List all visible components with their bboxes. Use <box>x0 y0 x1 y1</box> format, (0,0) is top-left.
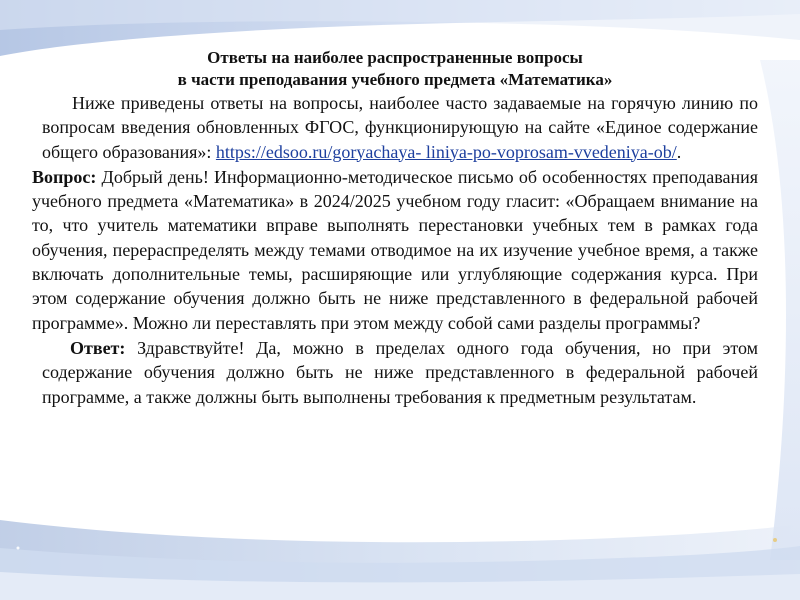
document-body <box>32 47 758 409</box>
answer-label: Ответ: <box>70 337 126 358</box>
intro-text: Ниже приведены ответы на вопросы, наиболее часто задаваемые на горячую линию по вопросам введения обновленных ФГОС, функционирующую на сайте «Единое содержание общего образования»: <box>42 93 758 162</box>
answer-text: Здравствуйте! Да, можно в пределах одного года обучения, но при этом содержание обучения должно быть не ниже представленного в федеральной рабочей программе, а также должны быть выполнены требования к предметным результатам. <box>42 337 758 407</box>
edsoo-link[interactable]: https://edsoo.ru/goryachaya- liniya-po-voprosam-vvedeniya-ob/ <box>215 141 677 162</box>
question-text: Добрый день! Информационно-методическое письмо об особенностях преподавания учебного предмета «Математика» в 2024/2025 учебном году гласит: «Обращаем внимание на то, что учитель математики вправе выполнять перестановки учебных тем в рамках года обучения, перераспределять между темами отводимое на их изучение учебное время, а также включать дополнительные темы, расширяющие или углубляющие содержания курса. При этом содержание обучения должно быть не ниже представленного в федеральной рабочей программе». Можно ли переставлять при этом между собой сами разделы программы? <box>32 166 758 333</box>
answer-paragraph <box>32 336 758 409</box>
title-line-1: Ответы на наиболее распространенные вопросы <box>207 48 583 67</box>
intro-end: . <box>676 141 682 162</box>
title-line-2: в части преподавания учебного предмета «Математика» <box>177 70 613 89</box>
intro-paragraph <box>32 91 758 164</box>
question-paragraph <box>32 165 758 335</box>
question-label: Вопрос: <box>32 166 97 187</box>
page-title <box>32 47 758 91</box>
